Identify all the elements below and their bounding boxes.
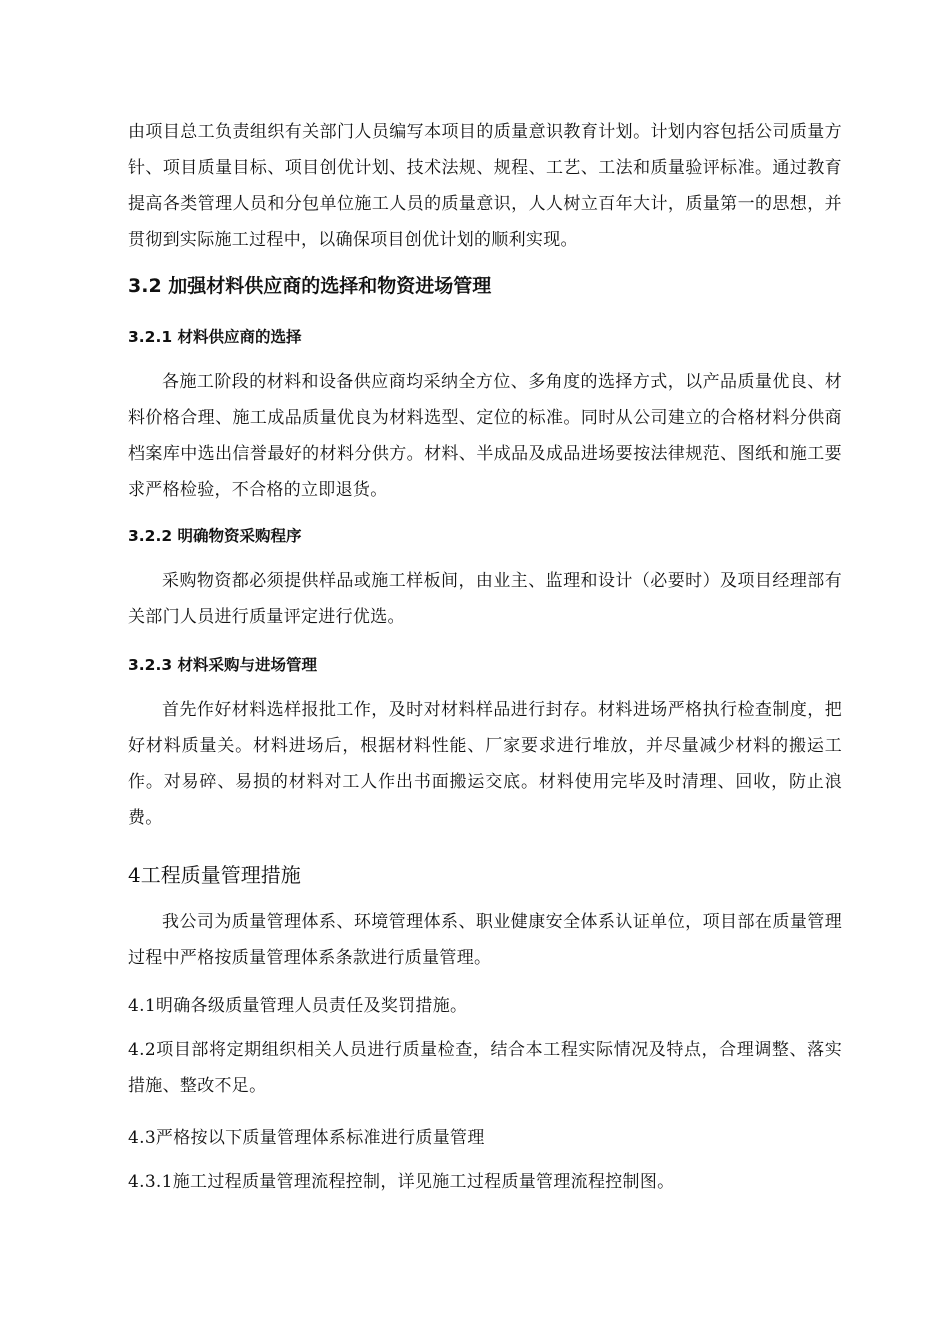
section-4-heading: 4工程质量管理措施 [128,863,301,887]
section-3-2-3-heading: 3.2.3 材料采购与进场管理 [128,656,318,674]
section-3-2-1-paragraph: 各施工阶段的材料和设备供应商均采纳全方位、多角度的选择方式，以产品质量优良、材料价格合理、施工成品质量优良为材料选型、定位的标准。同时从公司建立的合格材料分供商档案库中选出信誉最好的材料分供方。材料、半成品及成品进场要按法律规范、图纸和施工要求严格检验，不合格的立即退货。 [128,372,842,500]
item-4-1: 4.1明确各级质量管理人员责任及奖罚措施。 [128,996,468,1016]
section-3-2-1-heading: 3.2.1 材料供应商的选择 [128,328,302,346]
section-3-2-heading: 3.2 加强材料供应商的选择和物资进场管理 [128,275,492,297]
section-3-2-2-paragraph: 采购物资都必须提供样品或施工样板间，由业主、监理和设计（必要时）及项目经理部有关部门人员进行质量评定进行优选。 [128,571,842,627]
item-4-3-1: 4.3.1施工过程质量管理流程控制，详见施工过程质量管理流程控制图。 [128,1172,675,1192]
section-4-paragraph: 我公司为质量管理体系、环境管理体系、职业健康安全体系认证单位，项目部在质量管理过程中严格按质量管理体系条款进行质量管理。 [128,912,842,968]
section-3-2-3-paragraph: 首先作好材料选样报批工作，及时对材料样品进行封存。材料进场严格执行检查制度，把好材料质量关。材料进场后，根据材料性能、厂家要求进行堆放，并尽量减少材料的搬运工作。对易碎、易损的材料对工人作出书面搬运交底。材料使用完毕及时清理、回收，防止浪费。 [128,700,842,828]
intro-paragraph: 由项目总工负责组织有关部门人员编写本项目的质量意识教育计划。计划内容包括公司质量方针、项目质量目标、项目创优计划、技术法规、规程、工艺、工法和质量验评标准。通过教育提高各类管理人员和分包单位施工人员的质量意识，人人树立百年大计，质量第一的思想，并贯彻到实际施工过程中，以确保项目创优计划的顺利实现。 [128,122,842,250]
section-3-2-2-heading: 3.2.2 明确物资采购程序 [128,527,302,545]
item-4-2: 4.2项目部将定期组织相关人员进行质量检查，结合本工程实际情况及特点，合理调整、落实措施、整改不足。 [128,1040,842,1096]
item-4-3: 4.3严格按以下质量管理体系标准进行质量管理 [128,1128,485,1148]
